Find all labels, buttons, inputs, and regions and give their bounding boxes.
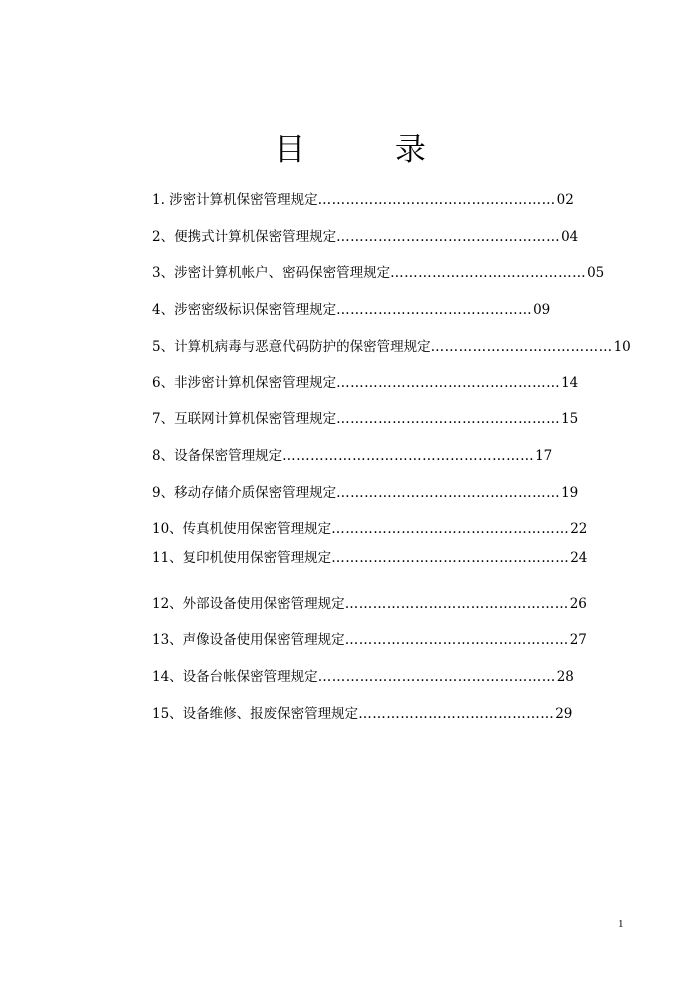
toc-page-number: 29 [555,706,573,722]
toc-label: 13、声像设备使用保密管理规定 [152,632,345,648]
toc-label: 1. 涉密计算机保密管理规定 [152,192,318,208]
toc-leader: ………………………………………… [344,632,569,648]
toc-entry-15[interactable] [152,704,572,724]
toc-page-number: 22 [570,521,588,537]
toc-label: 7、互联网计算机保密管理规定 [152,411,337,427]
page-number: 1 [618,918,624,930]
toc-entry-1[interactable] [152,190,574,210]
toc-leader: ……………………………………………… [282,448,535,464]
toc-label: 9、移动存储介质保密管理规定 [152,485,337,501]
toc-label: 12、外部设备使用保密管理规定 [152,596,345,612]
page-title: 目 录 [274,132,466,168]
toc-label: 6、非涉密计算机保密管理规定 [152,375,337,391]
toc-leader: ………………………………………… [344,596,569,612]
toc-label: 5、计算机病毒与恶意代码防护的保密管理规定 [152,339,431,355]
toc-label: 3、涉密计算机帐户、密码保密管理规定 [152,265,391,281]
toc-leader: …………………………………… [390,265,587,281]
toc-page-number: 09 [533,302,551,318]
toc-leader: ………………………………………… [336,485,561,501]
toc-entry-6[interactable] [152,373,578,393]
toc-entry-13[interactable] [152,630,587,650]
toc-entry-11[interactable] [152,548,587,568]
toc-label: 11、复印机使用保密管理规定 [152,550,332,566]
toc-leader: …………………………………………… [317,192,556,208]
toc-entry-4[interactable] [152,300,550,320]
toc-page-number: 02 [556,192,574,208]
toc-label: 10、传真机使用保密管理规定 [152,521,332,537]
toc-label: 8、设备保密管理规定 [152,448,283,464]
toc-page-number: 26 [569,596,587,612]
toc-page-number: 27 [569,632,587,648]
toc-page-number: 10 [613,339,631,355]
toc-leader: ………………………………………… [336,375,561,391]
toc-entry-7[interactable] [152,409,578,429]
toc-label: 15、设备维修、报废保密管理规定 [152,706,359,722]
toc-entry-2[interactable] [152,227,578,247]
toc-page-number: 15 [561,411,579,427]
toc-page-number: 05 [587,265,605,281]
toc-entry-8[interactable] [152,446,552,466]
toc-leader: ………………………………… [430,339,613,355]
toc-label: 2、便携式计算机保密管理规定 [152,229,337,245]
toc-page-number: 17 [535,448,553,464]
toc-page-number: 24 [570,550,588,566]
toc-entry-9[interactable] [152,483,578,503]
toc-page-number: 14 [561,375,579,391]
toc-leader: …………………………………… [358,706,555,722]
toc-entry-12[interactable] [152,594,587,614]
toc-page-number: 04 [561,229,579,245]
toc-label: 14、设备台帐保密管理规定 [152,669,318,685]
toc-entry-10[interactable] [152,519,587,539]
toc-leader: …………………………………………… [317,669,556,685]
toc-leader: …………………………………………… [331,521,570,537]
toc-page-number: 19 [561,485,579,501]
toc-leader: ………………………………………… [336,411,561,427]
toc-leader: …………………………………………… [331,550,570,566]
toc-page-number: 28 [556,669,574,685]
toc-leader: …………………………………… [336,302,533,318]
toc-entry-3[interactable] [152,263,604,283]
toc-entry-14[interactable] [152,667,574,687]
toc-label: 4、涉密密级标识保密管理规定 [152,302,337,318]
toc-entry-5[interactable] [152,337,631,357]
toc-leader: ………………………………………… [336,229,561,245]
